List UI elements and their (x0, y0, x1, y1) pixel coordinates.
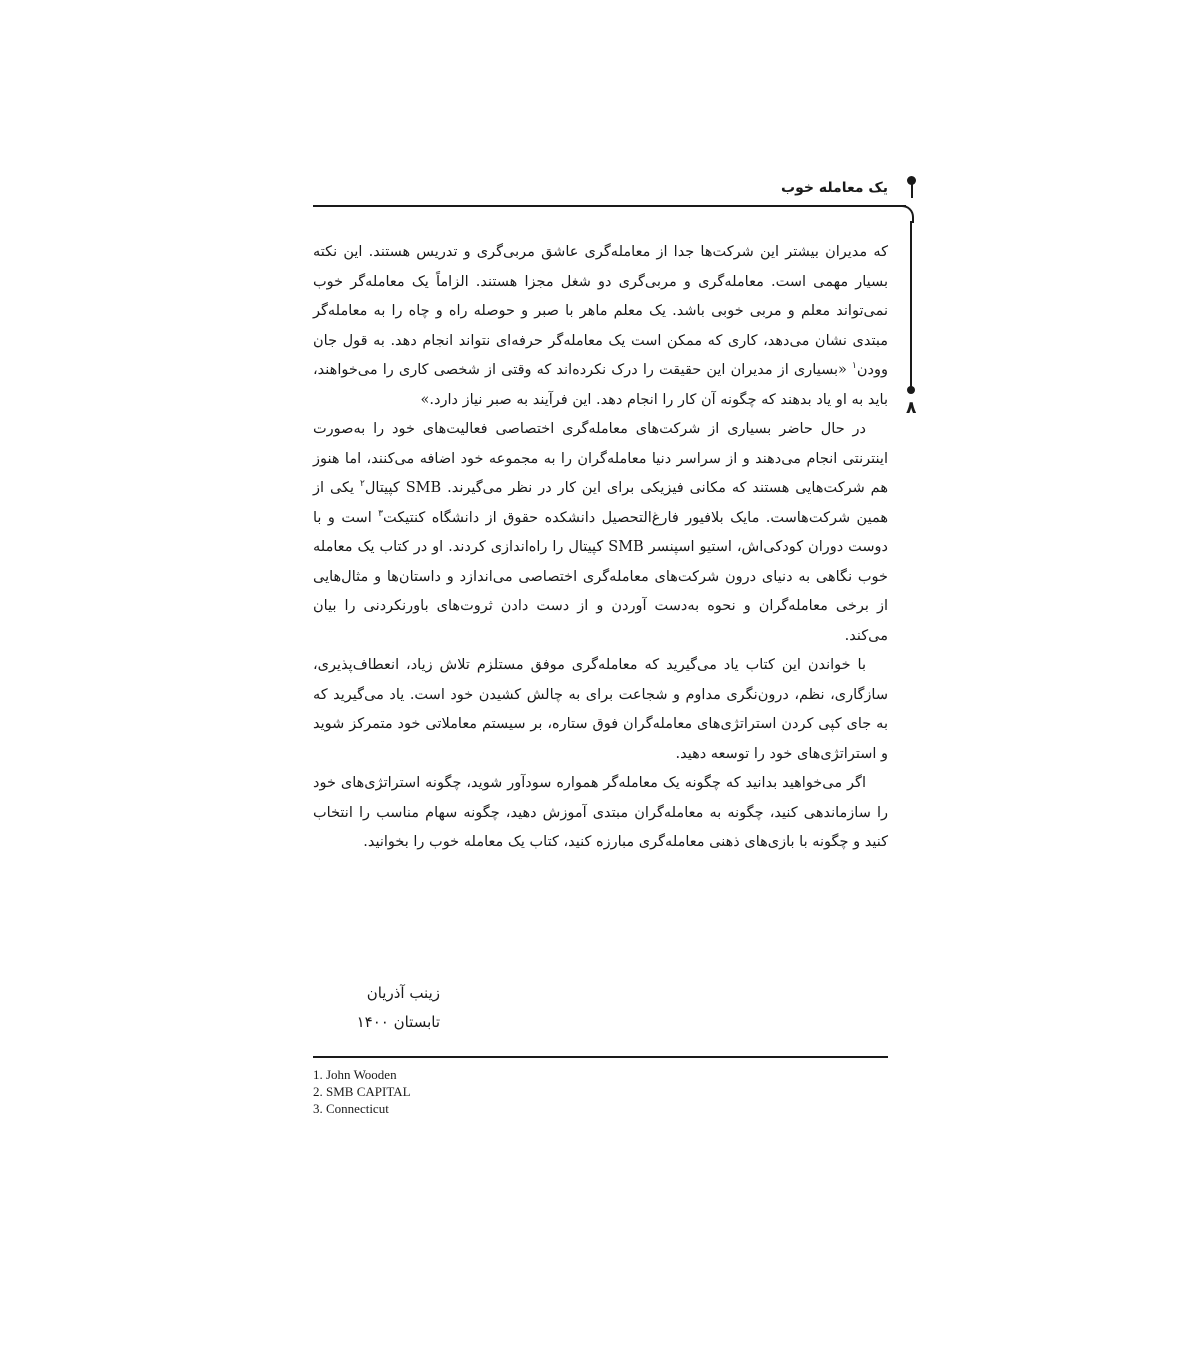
footnote-item: 3. Connecticut (313, 1101, 389, 1116)
body-paragraph (313, 769, 888, 858)
header-rule (313, 205, 906, 207)
body-paragraph (313, 651, 888, 769)
paragraph-text: با خواندن این کتاب یاد می‌گیرید که معامله‌گری موفق مستلزم تلاش زیاد، انعطاف‌پذیری، سازگاری، نظم، درون‌نگری مداوم و شجاعت برای به چالش کشیدن خود است. یاد می‌گیرید که به جای کپی کردن استراتژی‌های معامله‌گران فوق ستاره، بر سیستم معاملاتی خود متمرکز شوید و استراتژی‌های خود را توسعه دهید. (313, 657, 888, 762)
footnote-rule (313, 1056, 888, 1058)
footnote-item: 2. SMB CAPITAL (313, 1084, 411, 1099)
body-text (313, 238, 888, 858)
footnote-marker: ۲ (360, 479, 365, 490)
footnotes (313, 1066, 411, 1117)
page-number: ۸ (906, 398, 917, 418)
header-vertical-line-top (911, 184, 913, 198)
paragraph-text: که مدیران بیشتر این شرکت‌ها جدا از معامله‌گری عاشق مربی‌گری و تدریس هستند. این نکته بسیار مهمی است. معامله‌گری و مربی‌گری دو شغل مجزا هستند. الزاماً یک معامله‌گر خوب نمی‌تواند معلم و مربی خوبی باشد. یک معلم ماهر با صبر و حوصله راه و چاه را به معامله‌گر مبتدی نشان می‌دهد، کاری که ممکن است یک معامله‌گر حرفه‌ای نتواند انجام دهد. به قول جان وودن (313, 244, 888, 378)
margin-dot-bottom (907, 386, 915, 394)
paragraph-text: اگر می‌خواهید بدانید که چگونه یک معامله‌گر همواره سودآور شوید، چگونه استراتژی‌های خود را سازماندهی کنید، چگونه به معامله‌گران مبتدی آموزش دهید، چگونه سهام مناسب را انتخاب کنید و چگونه با بازی‌های ذهنی معامله‌گری مبارزه کنید، کتاب یک معامله خوب را بخوانید. (313, 775, 888, 850)
paragraph-text: یکی از همین شرکت‌هاست. مایک بلافیور فارغ‌التحصیل دانشکده حقوق از دانشگاه کنتیکت (313, 480, 888, 526)
paragraph-text: است و با دوست دوران کودکی‌اش، استیو اسپنسر SMB کپیتال را راه‌اندازی کردند. او در کتاب یک معامله خوب نگاهی به دنیای درون شرکت‌های معامله‌گری اختصاصی می‌اندازد و داستان‌ها و مثال‌هایی از برخی معامله‌گران و نحوه به‌دست آوردن و از دست دادن ثروت‌های باورنکردنی را بیان می‌کند. (313, 509, 888, 644)
footnote-marker: ۱ (852, 361, 857, 372)
body-paragraph (313, 238, 888, 415)
signature-name: زینب آذریان (366, 984, 440, 1002)
paragraph-text: «بسیاری از مدیران این حقیقت را درک نکرده‌اند که وقتی از شخصی کاری را می‌خواهند، باید به او یاد بدهند که چگونه آن کار را انجام دهد. این فرآیند به صبر نیاز دارد.» (313, 362, 888, 408)
signature-date: تابستان ۱۴۰۰ (356, 1013, 440, 1031)
paragraph-text: در حال حاضر بسیاری از شرکت‌های معامله‌گری اختصاصی فعالیت‌های خود را به‌صورت اینترنتی انجام می‌دهند و از سراسر دنیا معامله‌گران را به مجموعه خود اضافه می‌کنند، اما هنوز هم شرکت‌هایی هستند که مکانی فیزیکی برای این کار در نظر می‌گیرند. SMB کپیتال (313, 421, 888, 496)
footnote-marker: ۳ (378, 508, 384, 519)
footnote-item: 1. John Wooden (313, 1067, 397, 1082)
body-paragraph (313, 415, 888, 651)
margin-vertical-line (910, 221, 912, 390)
header-title: یک معامله خوب (781, 180, 888, 196)
